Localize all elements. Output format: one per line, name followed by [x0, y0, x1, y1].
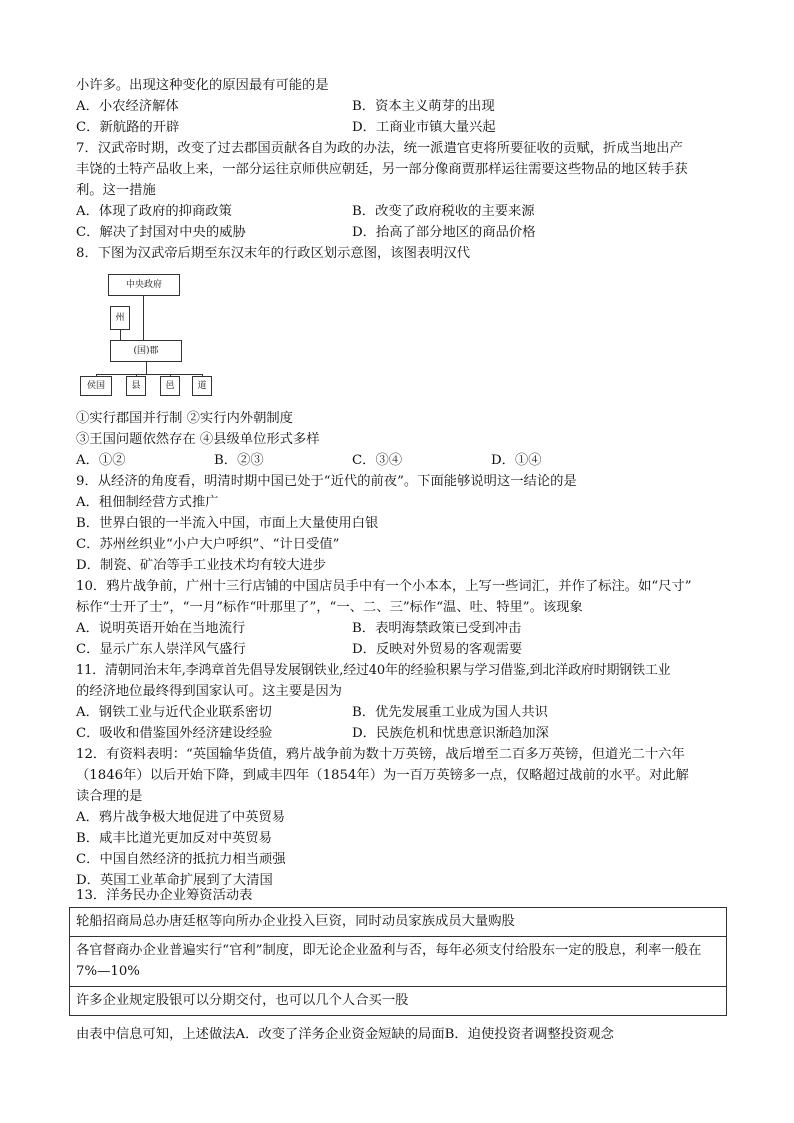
q11-option-c: C．吸收和借鉴国外经济建设经验: [76, 726, 273, 741]
q6-option-c: C．新航路的开辟: [76, 120, 180, 135]
q9-option-d: D．制瓷、矿冶等手工业技术均有较大进步: [76, 558, 327, 573]
q13-conclusion: 由表中信息可知，上述做法A．改变了洋务企业资金短缺的局面B．迫使投资者调整投资观念: [76, 1027, 614, 1042]
q7-option-a: A．体现了政府的抑商政策: [76, 204, 232, 219]
diagram-central-government: 中央政府: [108, 274, 180, 296]
diagram-connector: [96, 374, 202, 375]
diagram-connector: [143, 296, 144, 340]
funding-activities-table: [69, 907, 727, 1016]
diagram-commandery: (国)郡: [110, 340, 182, 362]
admin-division-diagram: [76, 272, 226, 400]
q13-stem: 13．洋务民办企业筹资活动表: [76, 888, 253, 903]
table-cell: 各官督商办企业普遍实行“官利”制度，即无论企业盈利与否，每年必须支付给股东一定的股息，利率一般在7%—10%: [70, 937, 727, 987]
diagram-zhou: 州: [110, 306, 130, 330]
q8-stem: 8．下图为汉武帝后期至东汉末年的行政区划示意图，该图表明汉代: [76, 246, 471, 261]
q7-option-c: C．解决了封国对中央的威胁: [76, 225, 246, 240]
q9-option-c: C．苏州丝织业“小户大户呼织”、“计日受值”: [76, 537, 340, 552]
diagram-leaf-houguo: 侯国: [80, 376, 112, 396]
q7-stem-line3: 利。这一措施: [76, 183, 156, 198]
q6-option-d: D．工商业市镇大量兴起: [352, 120, 496, 135]
q9-option-a: A．租佃制经营方式推广: [76, 495, 219, 510]
table-cell: 许多企业规定股银可以分期交付，也可以几个人合买一股: [70, 987, 727, 1016]
q11-option-d: D．民族危机和忧患意识渐趋加深: [352, 726, 549, 741]
diagram-leaf-dao: 道: [192, 376, 212, 396]
diagram-leaf-yi: 邑: [160, 376, 180, 396]
diagram-leaf-xian: 县: [126, 376, 146, 396]
q6-option-b: B．资本主义萌芽的出现: [352, 99, 495, 114]
q10-option-c: C．显示广东人崇洋风气盛行: [76, 642, 246, 657]
q12-option-c: C．中国自然经济的抵抗力相当顽强: [76, 852, 286, 867]
q7-option-d: D．抬高了部分地区的商品价格: [352, 225, 536, 240]
table-row: [70, 908, 727, 937]
q7-stem-line2: 丰饶的土特产品收上来，一部分运往京师供应朝廷，另一部分像商贾那样运往需要这些物品的地区转手获: [76, 162, 688, 177]
q12-option-b: B．咸丰比道光更加反对中英贸易: [76, 831, 272, 846]
q6-option-a: A．小农经济解体: [76, 99, 179, 114]
q7-option-b: B．改变了政府税收的主要来源: [352, 204, 535, 219]
q8-option-b: B．②③: [214, 453, 264, 468]
q11-option-a: A．钢铁工业与近代企业联系密切: [76, 705, 272, 720]
q9-stem: 9．从经济的角度看，明清时期中国已处于“近代的前夜”。下面能够说明这一结论的是: [76, 474, 577, 489]
q9-option-b: B．世界白银的一半流入中国，市面上大量使用白银: [76, 516, 379, 531]
q10-option-b: B．表明海禁政策已受到冲击: [352, 621, 522, 636]
q11-stem-line2: 的经济地位最终得到国家认可。这主要是因为: [76, 684, 342, 699]
q12-stem-line2: （1846年）以后开始下降，到咸丰四年（1854年）为一百万英镑多一点，仅略超过战前的水平。对此解: [76, 768, 689, 783]
q8-option-a: A．①②: [76, 453, 126, 468]
q12-stem-line1: 12．有资料表明：“英国输华货值，鸦片战争前为数十万英镑，战后增至二百多万英镑，但道光二十六年: [76, 747, 685, 762]
q12-option-d: D．英国工业革命扩展到了大清国: [76, 873, 273, 888]
q8-statements-2: ③王国问题依然存在 ④县级单位形式多样: [76, 432, 320, 447]
diagram-connector: [146, 362, 147, 374]
q8-statements-1: ①实行郡国并行制 ②实行内外朝制度: [76, 411, 293, 426]
table-cell: 轮船招商局总办唐廷枢等向所办企业投入巨资，同时动员家族成员大量购股: [70, 908, 727, 937]
q10-stem-line1: 10．鸦片战争前，广州十三行店铺的中国店员手中有一个小本本，上写一些词汇，并作了标注。如“尺寸”: [76, 579, 692, 594]
q11-option-b: B．优先发展重工业成为国人共识: [352, 705, 548, 720]
table-row: [70, 937, 727, 987]
q7-stem-line1: 7．汉武帝时期，改变了过去郡国贡献各自为政的办法，统一派遣官吏将所要征收的贡赋，折成当地出产: [76, 141, 683, 156]
q6-stem: 小许多。出现这种变化的原因最有可能的是: [76, 78, 329, 93]
q8-option-d: D．①④: [491, 453, 542, 468]
q10-option-d: D．反映对外贸易的客观需要: [352, 642, 523, 657]
q10-option-a: A．说明英语开始在当地流行: [76, 621, 246, 636]
q8-option-c: C．③④: [352, 453, 403, 468]
q12-stem-line3: 读合理的是: [76, 789, 143, 804]
q10-stem-line2: 标作“士开了士”，“一月”标作“叶那里了”，“一、二、三”标作“温、吐、特里”。该现象: [76, 600, 583, 615]
q12-option-a: A．鸦片战争极大地促进了中英贸易: [76, 810, 286, 825]
table-row: [70, 987, 727, 1016]
q11-stem-line1: 11．清朝同治末年,李鸿章首先倡导发展钢铁业,经过40年的经验积累与学习借鉴,到北洋政府时期钢铁工业: [76, 663, 671, 678]
